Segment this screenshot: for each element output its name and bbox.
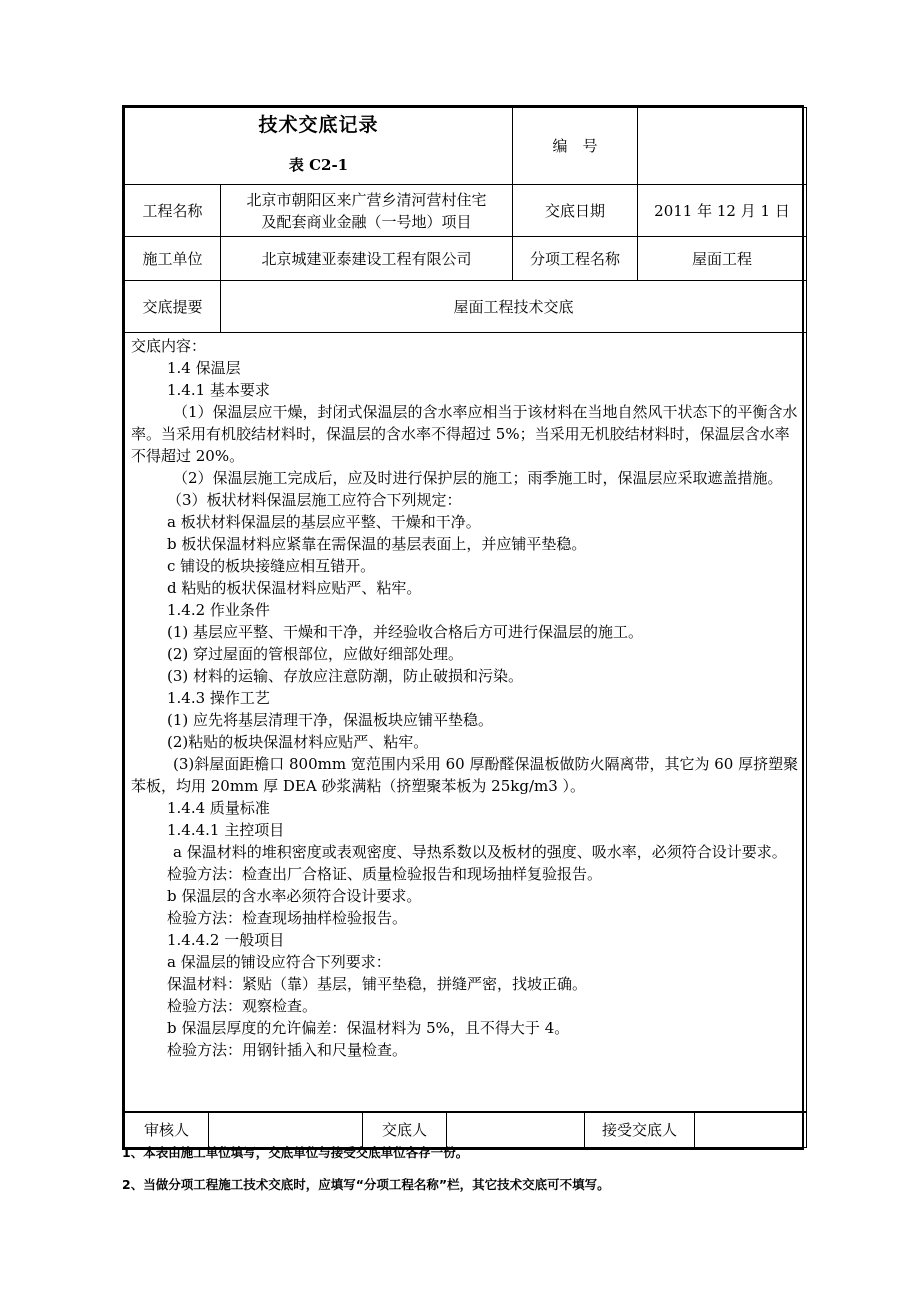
content-line: （1）保温层应干燥，封闭式保温层的含水率应相当于该材料在当地自然风干状态下的平衡含水率。当采用有机胶结材料时，保温层的含水率不得超过 5%；当采用无机胶结材料时，保温层含水率不得超过 20%。 [131,403,798,465]
content-line: （2）保温层施工完成后，应及时进行保护层的施工；雨季施工时，保温层应采取遮盖措施。 [173,469,783,487]
contractor-value: 北京城建亚泰建设工程有限公司 [221,237,513,281]
footnote: 2、当做分项工程施工技术交底时，应填写“分项工程名称”栏，其它技术交底可不填写。 [122,1177,610,1192]
date-value: 2011 年 12 月 1 日 [638,185,807,237]
project-name-line-2: 及配套商业金融（一号地）项目 [261,212,472,231]
content-line: a 保温材料的堆积密度或表观密度、导热系数以及板材的强度、吸水率，必须符合设计要求。 [173,843,787,861]
content-cell [125,333,807,1112]
content-line: 检验方法：检查现场抽样检验报告。 [167,909,408,927]
content-line: 1.4 保温层 [167,359,241,377]
summary-label: 交底提要 [125,281,221,333]
number-label: 编 号 [513,108,638,185]
content-line: b 保温层厚度的允许偏差：保温材料为 5%，且不得大于 4。 [167,1019,570,1037]
content-line: 1.4.2 作业条件 [167,601,270,619]
date-label: 交底日期 [513,185,638,237]
content-line: (1) 应先将基层清理干净，保温板块应铺平垫稳。 [167,711,494,729]
footnote: 1、本表由施工单位填写，交底单位与接受交底单位各存一份。 [122,1145,469,1160]
content-heading: 交底内容： [131,337,207,355]
content-line: b 保温层的含水率必须符合设计要求。 [167,887,422,905]
content-line: d 粘贴的板状保温材料应贴严、粘牢。 [167,579,422,597]
title-cell [125,108,513,185]
content-line: (3) 材料的运输、存放应注意防潮，防止破损和污染。 [167,667,524,685]
content-line: 1.4.1 基本要求 [167,381,270,399]
discloser-value [447,1113,585,1148]
content-line: 1.4.4.1 主控项目 [167,821,285,839]
project-name-value [221,185,513,237]
content-line: c 铺设的板块接缝应相互错开。 [167,557,376,575]
content-line: 检验方法：检查出厂合格证、质量检验报告和现场抽样复验报告。 [167,865,603,883]
discloser-label: 交底人 [363,1113,447,1148]
summary-value: 屋面工程技术交底 [221,281,807,333]
content-line: 1.4.4 质量标准 [167,799,270,817]
content-line: 保温材料：紧贴（靠）基层，铺平垫稳，拼缝严密，找坡正确。 [167,975,588,993]
project-name-label: 工程名称 [125,185,221,237]
footnotes [122,1144,822,1208]
reviewer-value [209,1113,363,1148]
signature-table [124,1112,807,1148]
content-line: (3)斜屋面距檐口 800mm 宽范围内采用 60 厚酚醛保温板做防火隔离带，其它为 60 厚挤塑聚苯板，均用 20mm 厚 DEA 砂浆满粘（挤塑聚苯板为 25kg/m3 ）。 [131,755,799,795]
receiver-label: 接受交底人 [585,1113,695,1148]
content-line: (2) 穿过屋面的管根部位，应做好细部处理。 [167,645,464,663]
content-line: a 板状材料保温层的基层应平整、干燥和干净。 [167,513,481,531]
subproject-value: 屋面工程 [638,237,807,281]
form-title: 技术交底记录 [258,114,379,136]
content-line: （3）板状材料保温层施工应符合下列规定： [167,491,462,509]
subproject-label: 分项工程名称 [513,237,638,281]
content-line: (1) 基层应平整、干燥和干净，并经验收合格后方可进行保温层的施工。 [167,623,644,641]
content-line: a 保温层的铺设应符合下列要求： [167,953,391,971]
content-line: 检验方法：观察检查。 [167,997,318,1015]
header-table [124,107,807,1112]
disclosure-record-form [122,105,804,1150]
content-line: 检验方法：用钢针插入和尺量检查。 [167,1041,408,1059]
number-value [638,108,807,185]
reviewer-label: 审核人 [125,1113,209,1148]
content-line: 1.4.4.2 一般项目 [167,931,285,949]
content-line: 1.4.3 操作工艺 [167,689,270,707]
content-line: b 板状保温材料应紧靠在需保温的基层表面上，并应铺平垫稳。 [167,535,587,553]
project-name-line-1: 北京市朝阳区来广营乡清河营村住宅 [246,190,487,209]
content-line: (2)粘贴的板块保温材料应贴严、粘牢。 [167,733,429,751]
contractor-label: 施工单位 [125,237,221,281]
form-code: 表 C2-1 [288,156,349,174]
receiver-value [695,1113,807,1148]
